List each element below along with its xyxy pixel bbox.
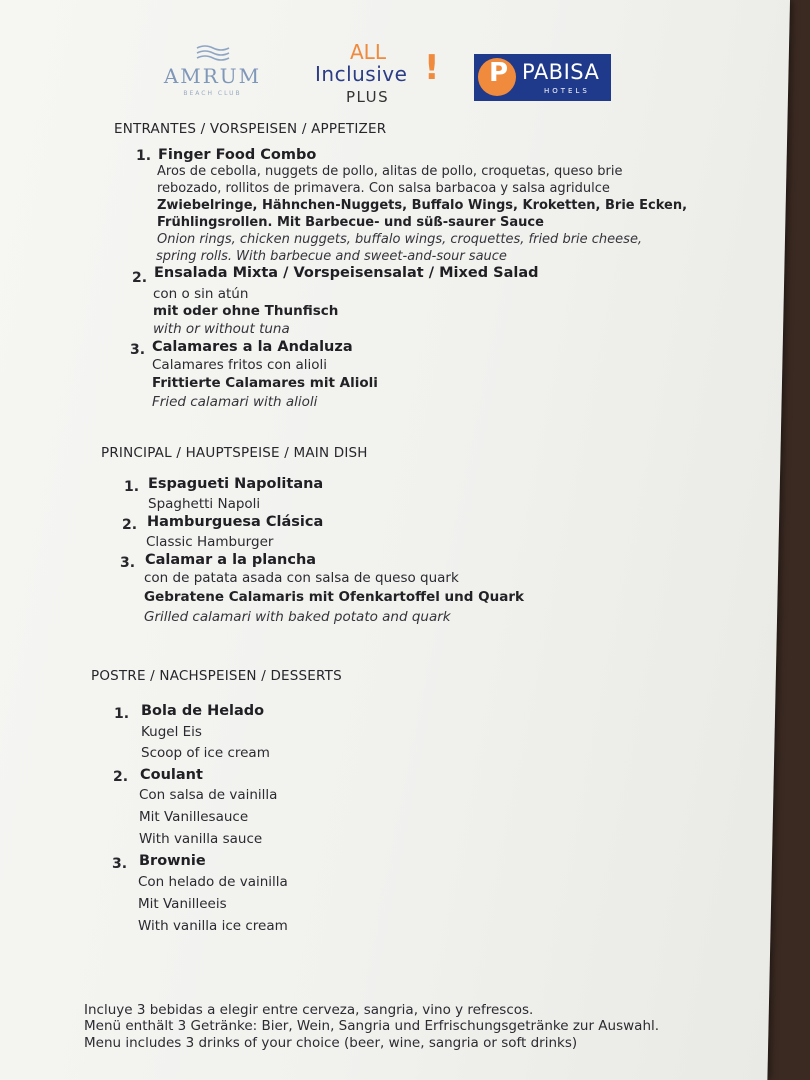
item-number: 2. — [113, 769, 129, 785]
pabisa-mark: P — [489, 58, 509, 88]
item-line: Con salsa de vainilla — [139, 787, 278, 803]
all-inclusive-all: ALL — [350, 40, 386, 64]
all-inclusive-exclamation: ! — [424, 48, 440, 88]
item-line: Mit Vanillesauce — [139, 809, 249, 825]
item-number: 2. — [122, 517, 138, 533]
item-desc-line: Aros de cebolla, nuggets de pollo, alitas de pollo, croquetas, queso brie — [157, 164, 623, 179]
item-desc-line: spring rolls. With barbecue and sweet-and-sour sauce — [156, 249, 507, 264]
amrum-logo-name: AMRUM — [163, 64, 262, 88]
footer-line-es: Incluye 3 bebidas a elegir entre cerveza, sangria, vino y refrescos. — [84, 1002, 534, 1018]
item-number: 3. — [112, 856, 128, 872]
item-title-brownie: Brownie — [139, 853, 206, 869]
item-number: 1. — [114, 706, 130, 722]
all-inclusive-logo — [312, 40, 442, 110]
pabisa-sub: HOTELS — [544, 87, 590, 95]
item-line: con o sin atún — [153, 286, 249, 302]
item-line: Kugel Eis — [141, 724, 202, 740]
item-title-finger-food: Finger Food Combo — [158, 147, 317, 163]
item-line: Fried calamari with alioli — [152, 394, 318, 410]
item-line: Gebratene Calamaris mit Ofenkartoffel und Quark — [144, 589, 524, 605]
pabisa-logo — [474, 54, 611, 101]
amrum-logo-sub: BEACH CLUB — [183, 90, 242, 97]
item-number: 2. — [132, 270, 148, 286]
item-line: Con helado de vainilla — [138, 874, 288, 890]
item-line: Grilled calamari with baked potato and quark — [144, 609, 451, 625]
item-number: 3. — [130, 342, 146, 358]
item-title-coulant: Coulant — [140, 767, 203, 783]
item-line: con de patata asada con salsa de queso quark — [144, 570, 459, 586]
item-title-bola-helado: Bola de Helado — [141, 703, 265, 719]
item-title-espagueti: Espagueti Napolitana — [148, 476, 324, 492]
item-line: Mit Vanilleeis — [138, 896, 227, 912]
section-heading-desserts: POSTRE / NACHSPEISEN / DESSERTS — [91, 668, 342, 684]
item-title-calamar-plancha: Calamar a la plancha — [145, 552, 317, 568]
item-desc-line: rebozado, rollitos de primavera. Con salsa barbacoa y salsa agridulce — [157, 181, 610, 196]
item-line: Calamares fritos con alioli — [152, 357, 328, 373]
item-line: with or without tuna — [153, 321, 290, 337]
section-heading-appetizer: ENTRANTES / VORSPEISEN / APPETIZER — [114, 121, 387, 137]
amrum-logo — [150, 44, 275, 97]
all-inclusive-plus: PLUS — [346, 88, 390, 106]
item-line: With vanilla ice cream — [138, 918, 288, 934]
item-number: 3. — [120, 555, 136, 571]
item-line: With vanilla sauce — [139, 831, 263, 847]
item-desc-line: Onion rings, chicken nuggets, buffalo wings, croquettes, fried brie cheese, — [157, 232, 643, 247]
item-line: Frittierte Calamares mit Alioli — [152, 375, 378, 391]
item-title-mixed-salad: Ensalada Mixta / Vorspeisensalat / Mixed Salad — [154, 265, 539, 281]
footer-line-de: Menü enthält 3 Getränke: Bier, Wein, Sangria und Erfrischungsgetränke zur Auswahl. — [84, 1018, 660, 1034]
all-inclusive-word: Inclusive — [315, 62, 408, 86]
pabisa-name: PABISA — [522, 60, 600, 84]
item-desc-line: Zwiebelringe, Hähnchen-Nuggets, Buffalo Wings, Kroketten, Brie Ecken, — [157, 198, 688, 213]
item-title-calamares: Calamares a la Andaluza — [152, 339, 353, 355]
item-number: 1. — [124, 479, 140, 495]
section-heading-main-dish: PRINCIPAL / HAUPTSPEISE / MAIN DISH — [101, 445, 368, 461]
amrum-wave-icon — [195, 44, 231, 62]
item-line: Scoop of ice cream — [141, 745, 270, 761]
item-line: Spaghetti Napoli — [148, 496, 261, 512]
item-number: 1. — [136, 148, 152, 164]
item-line: Classic Hamburger — [146, 534, 274, 550]
item-line: mit oder ohne Thunfisch — [153, 303, 339, 319]
item-title-hamburguesa: Hamburguesa Clásica — [147, 514, 324, 530]
item-desc-line: Frühlingsrollen. Mit Barbecue- und süß-saurer Sauce — [157, 215, 544, 230]
footer-line-en: Menu includes 3 drinks of your choice (beer, wine, sangria or soft drinks) — [84, 1035, 578, 1051]
